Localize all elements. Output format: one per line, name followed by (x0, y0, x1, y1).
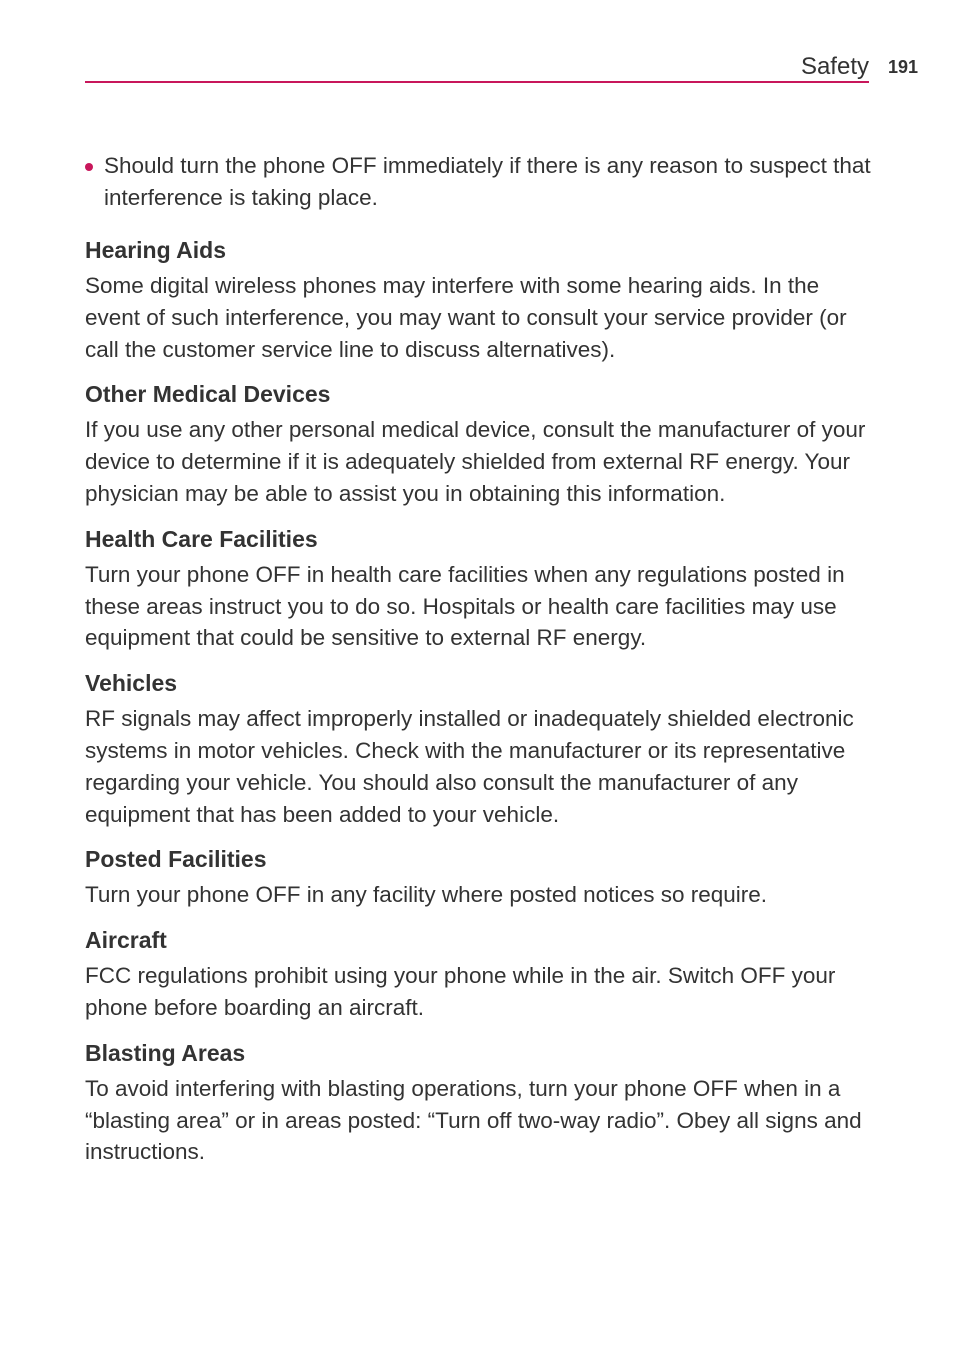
section-title: Safety (800, 53, 869, 80)
page-header (85, 52, 869, 84)
section-body: Turn your phone OFF in any facility where posted notices so require. (85, 882, 767, 908)
section-hearing-aids (85, 235, 875, 365)
bullet-dot-icon (85, 163, 93, 171)
section-heading: Vehicles (85, 670, 178, 697)
bullet-text: Should turn the phone OFF immediately if there is any reason to suspect that interference is taking place. (104, 153, 871, 210)
section-body: Some digital wireless phones may interfere with some hearing aids. In the event of such interference, you may want to consult your service provider (or call the customer service line to discuss alternatives). (85, 273, 847, 362)
list-item (85, 150, 875, 213)
page-content (85, 150, 875, 1182)
section-heading: Other Medical Devices (85, 381, 331, 408)
section-health-care-facilities (85, 524, 875, 654)
section-posted-facilities (85, 844, 875, 911)
section-aircraft (85, 925, 875, 1024)
section-heading: Hearing Aids (85, 237, 227, 263)
section-other-medical-devices (85, 379, 875, 509)
section-vehicles (85, 668, 875, 830)
section-heading: Health Care Facilities (85, 525, 318, 552)
section-body: To avoid interfering with blasting operations, turn your phone OFF when in a “blasting area” or in areas posted: “Turn off two-way radio”. Obey all signs and instructions. (85, 1075, 862, 1165)
section-body: FCC regulations prohibit using your phone while in the air. Switch OFF your phone before boarding an aircraft. (85, 963, 836, 1020)
section-heading: Aircraft (85, 927, 167, 954)
section-heading: Blasting Areas (85, 1039, 246, 1066)
section-body: RF signals may affect improperly installed or inadequately shielded electronic systems in motor vehicles. Check with the manufacturer or its representative regarding your vehicle. You should also consult the manufacturer of any equipment that has been added to your vehicle. (85, 706, 854, 827)
section-blasting-areas (85, 1038, 875, 1168)
section-heading: Posted Facilities (85, 846, 267, 873)
header-rule (85, 81, 869, 83)
section-body: If you use any other personal medical device, consult the manufacturer of your device to determine if it is adequately shielded from external RF energy. Your physician may be able to assist you in obtaining this information. (85, 417, 866, 506)
page-number: 191 (888, 57, 919, 77)
section-body: Turn your phone OFF in health care facilities when any regulations posted in these areas instruct you to do so. Hospitals or health care facilities may use equipment that could be sensitive to external RF energy. (85, 561, 845, 651)
